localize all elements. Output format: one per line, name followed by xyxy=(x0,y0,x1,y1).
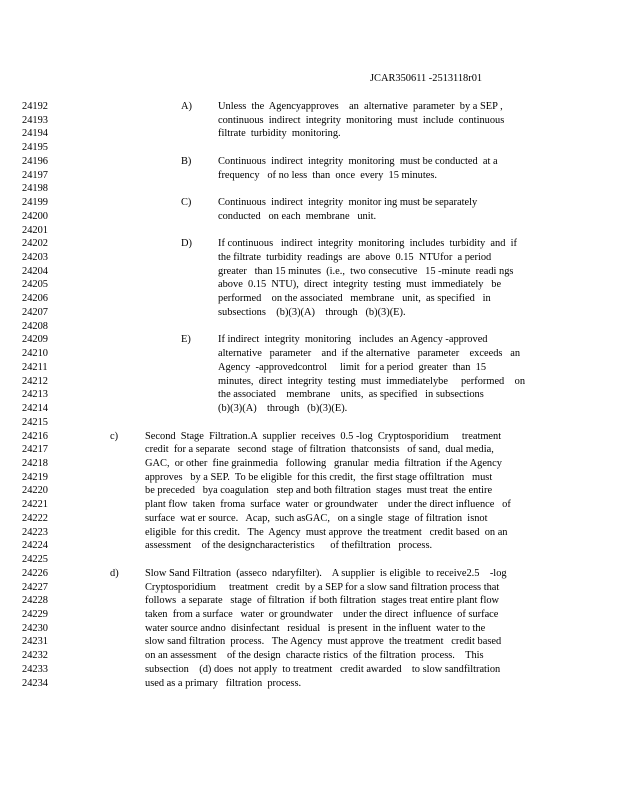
line-text: eligible for this credit. The Agency must approve the treatment credit based on an xyxy=(145,526,508,538)
line-number: 24212 xyxy=(22,375,48,387)
line-text: frequency of no less than once every 15 minutes. xyxy=(218,169,438,181)
line-number: 24199 xyxy=(22,197,48,209)
line-text: taken from a surface water or groundwater under the direct influence of surface xyxy=(145,609,499,620)
line-number: 24198 xyxy=(22,183,48,195)
line-text: If indirect integrity monitoring includes an Agency -approved xyxy=(218,334,488,346)
line-number: 24222 xyxy=(22,512,48,524)
line-text: greater than 15 minutes (i.e., two consecutive 15 -minute readi ngs xyxy=(218,265,514,277)
line-number: 24218 xyxy=(22,457,48,469)
line-number: 24217 xyxy=(22,444,48,456)
line-number: 24232 xyxy=(22,650,48,662)
line-text: GAC, or other fine grainmedia following granular media filtration if the Agency xyxy=(145,457,502,469)
line-text: subsections (b)(3)(A) through (b)(3)(E). xyxy=(218,306,406,318)
line-number: 24225 xyxy=(22,554,48,566)
line-number: 24194 xyxy=(22,128,48,140)
document-id-header: JCAR350611 -2513118r01 xyxy=(370,73,483,84)
line-text: conducted on each membrane unit. xyxy=(218,210,377,222)
line-text: (b)(3)(A) through (b)(3)(E). xyxy=(218,403,348,415)
line-number: 24208 xyxy=(22,320,48,332)
line-number: 24209 xyxy=(22,334,48,346)
line-text: above 0.15 NTU), direct integrity testing must immediately be xyxy=(218,279,502,291)
section-label: B) xyxy=(181,155,192,167)
section-label: d) xyxy=(110,567,119,579)
line-number: 24234 xyxy=(22,677,48,689)
line-text: Slow Sand Filtration (asseco ndaryfilter). A supplier is eligible to receive2.5 -log xyxy=(145,567,507,579)
line-text: continuous indirect integrity monitoring must include continuous xyxy=(218,114,505,126)
line-number: 24196 xyxy=(22,155,48,167)
line-number: 24230 xyxy=(22,622,48,634)
line-number: 24202 xyxy=(22,238,48,250)
line-text: surface wat er source. Acap, such asGAC, on a single stage of filtration isnot xyxy=(145,512,488,524)
line-number: 24206 xyxy=(22,293,48,305)
line-number: 24220 xyxy=(22,485,48,497)
line-number: 24195 xyxy=(22,142,48,154)
line-text: follows a separate stage of filtration if both filtration stages treat entire plant flow xyxy=(145,595,500,607)
section-label: c) xyxy=(110,430,119,442)
line-text: Unless the Agencyapproves an alternative parameter by a SEP , xyxy=(218,101,503,112)
line-text: credit for a separate second stage of filtration thatconsists of sand, dual media, xyxy=(145,444,494,456)
line-text: Agency -approvedcontrol limit for a period greater than 15 xyxy=(218,361,487,373)
line-number: 24213 xyxy=(22,389,48,401)
line-number: 24223 xyxy=(22,526,48,538)
line-number: 24233 xyxy=(22,663,48,675)
line-number: 24210 xyxy=(22,348,48,360)
line-number: 24224 xyxy=(22,540,48,552)
line-text: slow sand filtration process. The Agency must approve the treatment credit based xyxy=(145,636,502,648)
line-text: plant flow taken froma surface water or groundwater under the direct influence of xyxy=(145,499,511,511)
line-number: 24207 xyxy=(22,306,48,318)
line-number: 24229 xyxy=(22,609,48,620)
line-number: 24197 xyxy=(22,169,48,181)
line-text: subsection (d) does not apply to treatment credit awarded to slow sandfiltration xyxy=(145,663,501,675)
line-text: Second Stage Filtration.A supplier receives 0.5 -log Cryptosporidium treatment xyxy=(145,430,502,442)
line-number: 24221 xyxy=(22,499,48,511)
section-label: D) xyxy=(181,238,192,250)
line-text: Cryptosporidium treatment credit by a SEP for a slow sand filtration process that xyxy=(145,581,500,593)
line-text: used as a primary filtration process. xyxy=(145,677,302,689)
line-text: filtrate turbidity monitoring. xyxy=(218,128,341,140)
line-number: 24192 xyxy=(22,101,48,112)
line-text: the filtrate turbidity readings are above 0.15 NTUfor a period xyxy=(218,252,492,264)
line-number: 24216 xyxy=(22,430,48,442)
section-label: A) xyxy=(181,101,192,112)
line-number: 24203 xyxy=(22,252,48,264)
line-number: 24193 xyxy=(22,114,48,126)
line-text: water source andno disinfectant residual is present in the influent water to the xyxy=(145,622,486,634)
line-text: the associated membrane units, as specified in subsections xyxy=(218,389,484,401)
line-number: 24231 xyxy=(22,636,48,648)
line-text: Continuous indirect integrity monitoring must be conducted at a xyxy=(218,155,498,167)
line-number: 24205 xyxy=(22,279,48,291)
line-number: 24204 xyxy=(22,265,48,277)
line-text: Continuous indirect integrity monitor ing must be separately xyxy=(218,197,478,209)
line-number: 24200 xyxy=(22,210,48,222)
line-text: be preceded bya coagulation step and both filtration stages must treat the entire xyxy=(145,485,493,497)
section-label: E) xyxy=(181,334,191,346)
line-number: 24201 xyxy=(22,224,48,236)
line-number: 24211 xyxy=(22,361,48,373)
line-number: 24219 xyxy=(22,471,48,483)
line-text: performed on the associated membrane unit, as specified in xyxy=(218,293,491,305)
line-number: 24215 xyxy=(22,416,48,428)
line-text: alternative parameter and if the alternative parameter exceeds an xyxy=(218,348,521,360)
line-text: approves by a SEP. To be eligible for this credit, the first stage offiltration must xyxy=(145,471,493,483)
line-text: on an assessment of the design characte ristics of the filtration process. This xyxy=(145,650,484,662)
line-number: 24214 xyxy=(22,403,48,415)
line-number: 24228 xyxy=(22,595,48,607)
line-number: 24226 xyxy=(22,567,48,579)
line-text: If continuous indirect integrity monitoring includes turbidity and if xyxy=(218,238,517,250)
line-text: minutes, direct integrity testing must immediatelybe performed on xyxy=(218,375,526,387)
section-label: C) xyxy=(181,197,192,209)
line-number: 24227 xyxy=(22,581,48,593)
line-text: assessment of the designcharacteristics of thefiltration process. xyxy=(145,540,433,552)
